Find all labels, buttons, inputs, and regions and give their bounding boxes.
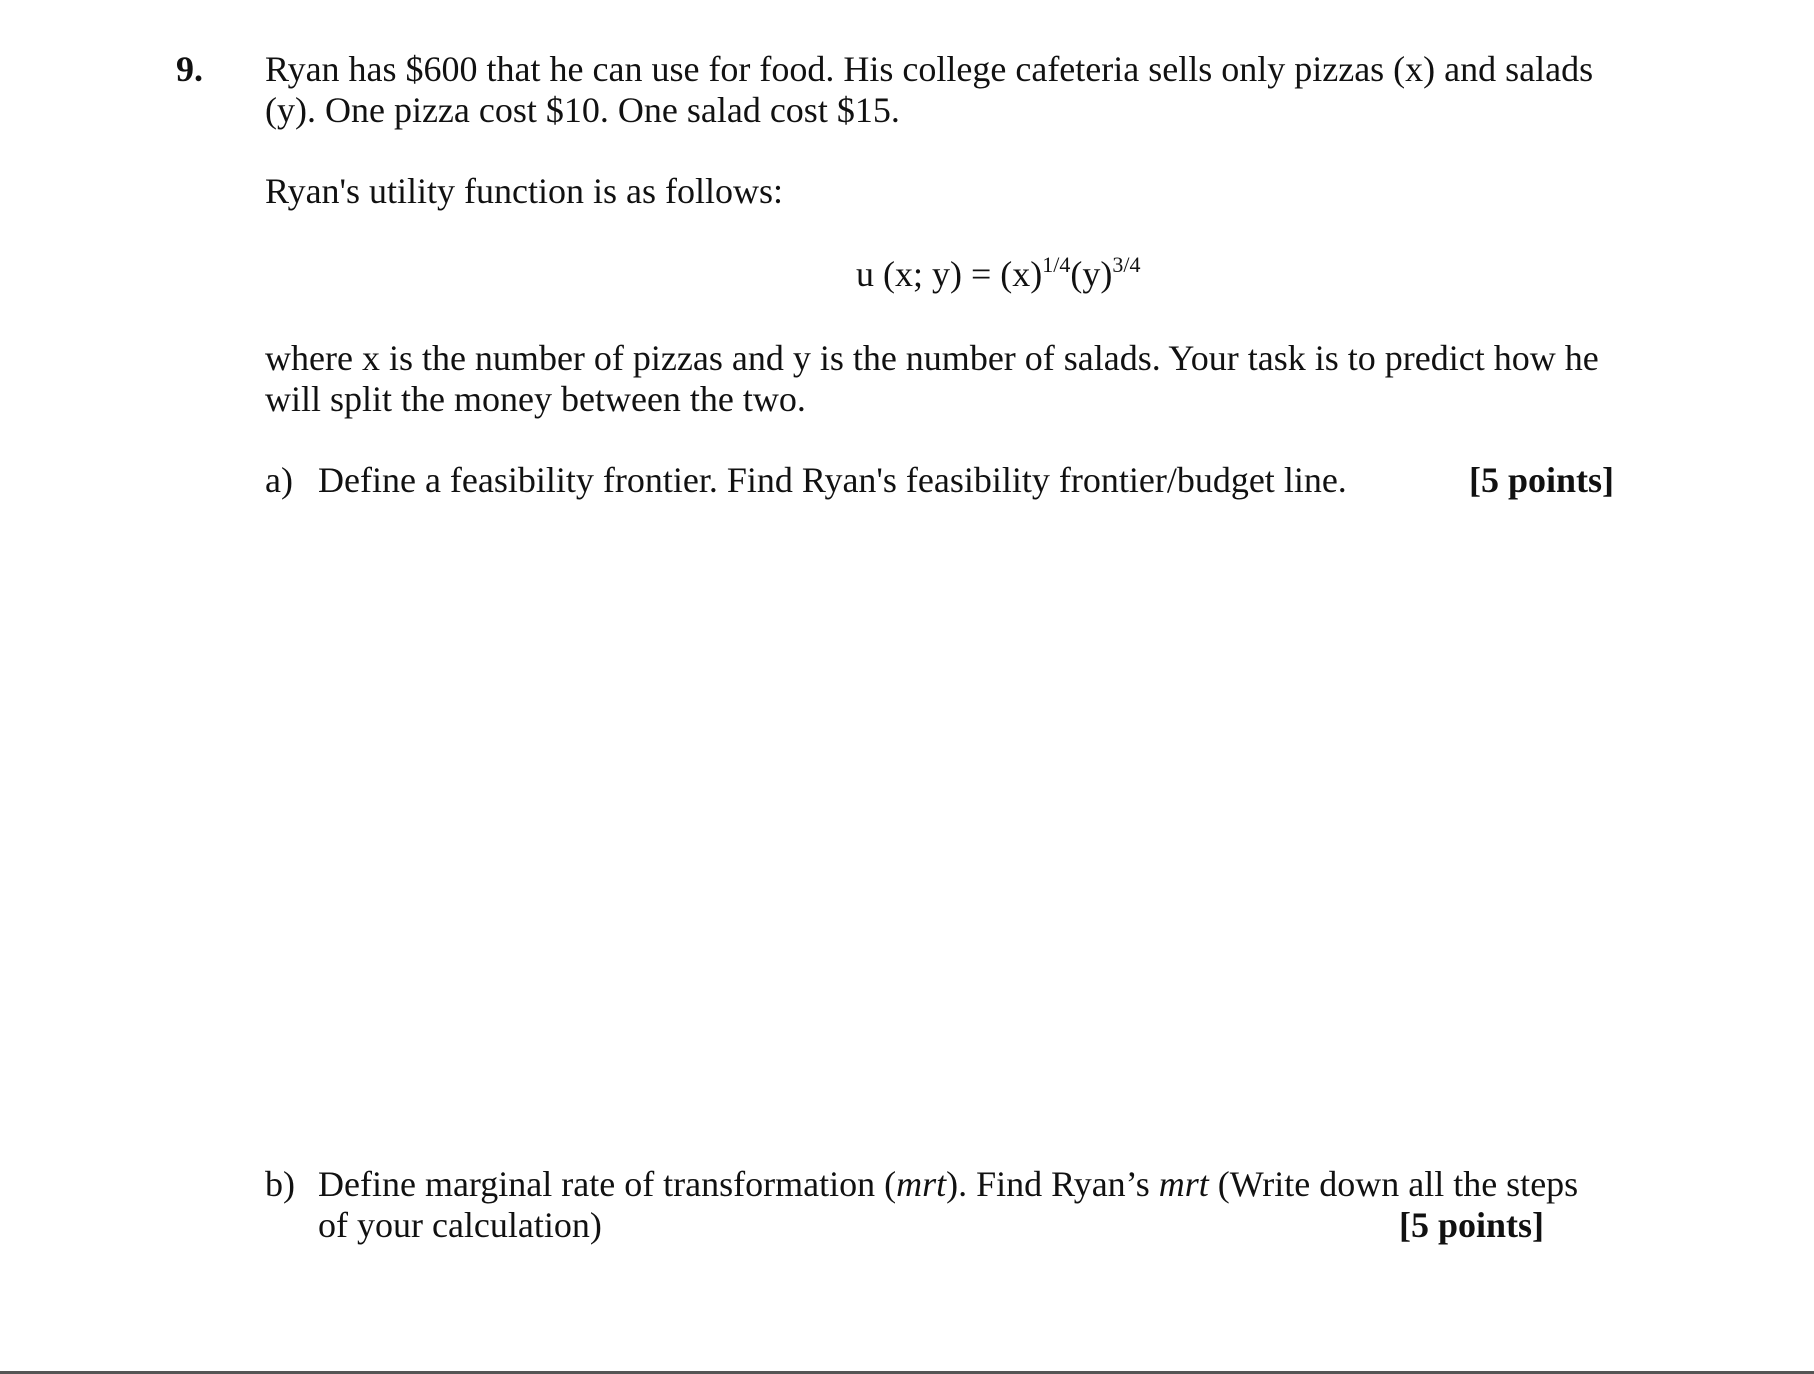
part-b-text-pre: Define marginal rate of transformation ( [318,1164,897,1204]
question-intro-line-1: Ryan has $600 that he can use for food. His college cafeteria sells only pizzas (x) and salads [265,49,1594,89]
part-b-text-mid: ). Find Ryan’s [946,1164,1159,1204]
part-a-label: a) [265,460,293,500]
part-b-mrt-2: mrt [1158,1164,1209,1204]
task-line-1: where x is the number of pizzas and y is the number of salads. Your task is to predict how he [265,338,1599,378]
task-line-2: will split the money between the two. [265,379,806,419]
part-a-points: [5 points] [1469,460,1615,500]
formula-y-term: (y) [1070,254,1113,294]
part-b-text [318,1163,1578,1205]
part-b-mrt-1: mrt [896,1164,947,1204]
utility-intro: Ryan's utility function is as follows: [265,171,784,211]
part-b-line-2: of your calculation) [318,1205,602,1245]
part-a-text: Define a feasibility frontier. Find Ryan's feasibility frontier/budget line. [318,460,1347,500]
question-number: 9. [176,49,203,89]
part-b-label: b) [265,1164,295,1204]
part-b-points: [5 points] [1399,1205,1545,1245]
formula-exponent-x: 1/4 [1042,252,1071,277]
question-intro-line-2: (y). One pizza cost $10. One salad cost $15. [265,90,900,130]
utility-formula [856,253,1141,295]
part-b-text-post: (Write down all the steps [1208,1164,1579,1204]
formula-exponent-y: 3/4 [1112,252,1141,277]
formula-lhs: u (x; y) = (x) [856,254,1043,294]
